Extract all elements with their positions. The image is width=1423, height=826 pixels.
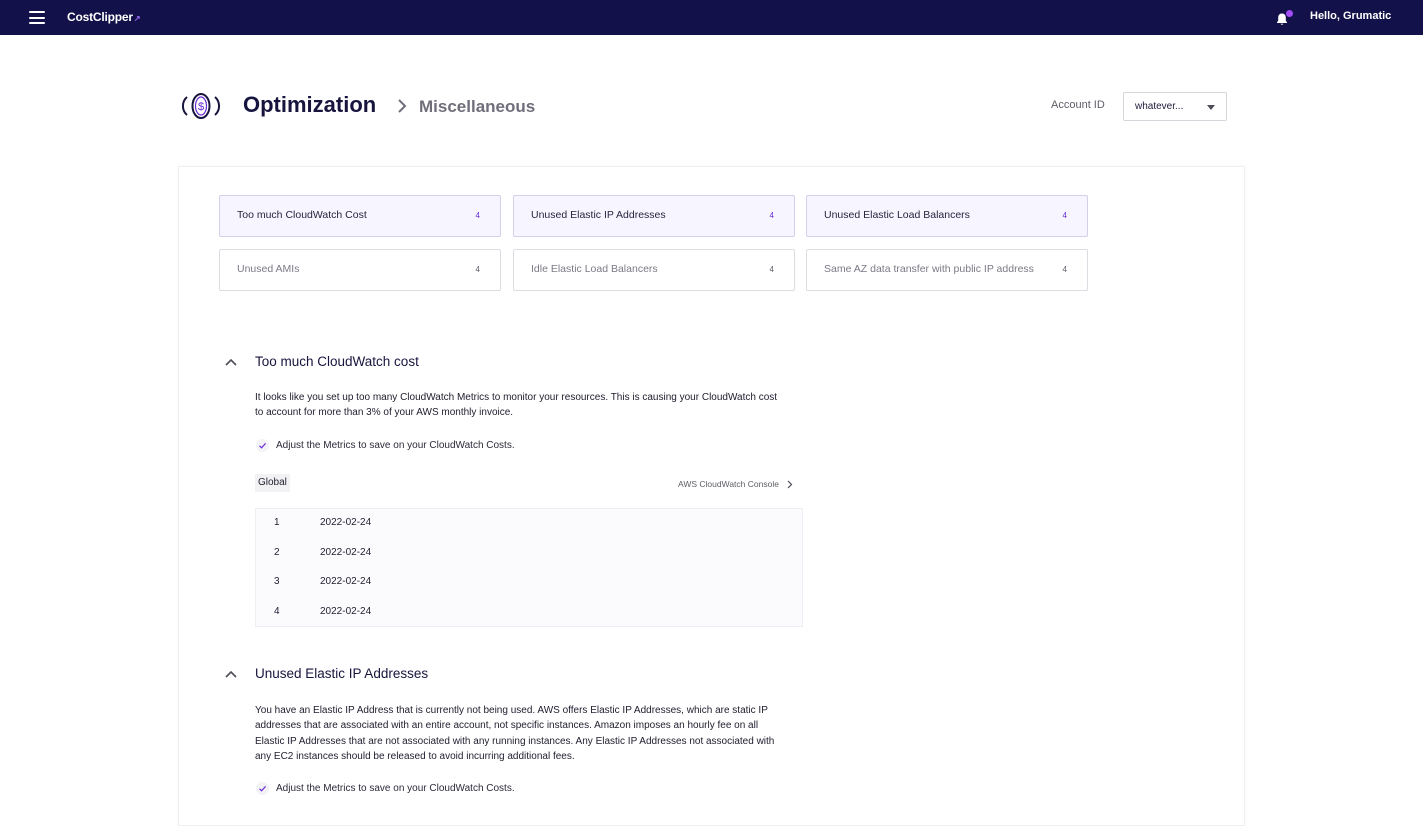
checkmark-icon	[256, 439, 269, 452]
table-row[interactable]	[256, 539, 804, 568]
table-row[interactable]	[256, 568, 804, 597]
console-link-label: AWS CloudWatch Console	[678, 479, 779, 489]
row-index: 2	[274, 546, 280, 558]
section-description	[255, 390, 805, 421]
card-idle-elb[interactable]	[513, 249, 795, 291]
description-line: any EC2 instances should be released to avoid incurring additional fees.	[255, 750, 575, 762]
row-date: 2022-02-24	[320, 605, 372, 617]
card-count: 4	[475, 265, 480, 274]
card-count: 4	[1062, 265, 1067, 274]
account-id-select[interactable]	[1123, 92, 1227, 121]
chevron-down-icon	[1207, 105, 1215, 110]
card-cloudwatch-cost[interactable]	[219, 195, 501, 237]
card-label: Unused Elastic IP Addresses	[531, 209, 666, 221]
card-unused-elb[interactable]	[806, 195, 1088, 237]
card-count: 4	[769, 211, 774, 220]
card-label: Too much CloudWatch Cost	[237, 209, 367, 221]
metrics-table	[255, 508, 803, 627]
brand-logo[interactable]	[67, 10, 140, 24]
tip-text: Adjust the Metrics to save on your CloudWatch Costs.	[276, 439, 515, 451]
card-unused-elastic-ip[interactable]	[513, 195, 795, 237]
account-id-value: whatever...	[1135, 101, 1184, 112]
top-bar	[0, 0, 1423, 35]
table-row[interactable]	[256, 509, 804, 538]
section-title: Too much CloudWatch cost	[255, 354, 419, 369]
account-id-label: Account ID	[1051, 99, 1105, 111]
description-line: You have an Elastic IP Address that is currently not being used. AWS offers Elastic IP Addresses, which are static IP	[255, 705, 768, 716]
row-index: 3	[274, 576, 280, 587]
row-date: 2022-02-24	[320, 576, 372, 587]
section-title: Unused Elastic IP Addresses	[255, 666, 429, 681]
card-unused-amis[interactable]	[219, 249, 501, 291]
table-row[interactable]	[256, 598, 804, 627]
collapse-chevron-up-icon[interactable]	[224, 357, 238, 367]
card-label: Same AZ data transfer with public IP address	[824, 263, 1034, 275]
card-label: Idle Elastic Load Balancers	[531, 263, 658, 275]
user-greeting[interactable]: Hello, Grumatic	[1310, 10, 1392, 22]
checkmark-icon	[256, 782, 269, 795]
description-line: Elastic IP Addresses that are not associated with any running instances. Any Elastic IP Addresses not associated with	[255, 735, 775, 747]
card-label: Unused Elastic Load Balancers	[824, 209, 970, 221]
section-description	[255, 703, 805, 764]
row-date: 2022-02-24	[320, 517, 372, 528]
breadcrumb-subpage[interactable]: Miscellaneous	[419, 97, 536, 116]
tip-row	[256, 437, 515, 453]
svg-text:$: $	[197, 101, 205, 113]
brand-name: CostClipper	[67, 10, 133, 24]
description-line: It looks like you set up too many CloudWatch Metrics to monitor your resources. This is causing your CloudWatch cost	[255, 392, 778, 403]
brand-mark-icon: ↗	[133, 14, 141, 23]
collapse-chevron-up-icon[interactable]	[224, 669, 238, 679]
breadcrumb-chevron-right-icon	[396, 98, 408, 114]
region-tag: Global	[255, 474, 290, 492]
description-line: addresses that are associated with an entire account, not specific instances. Amazon imposes an hourly fee on all	[255, 720, 759, 732]
page-title: Optimization	[243, 92, 377, 117]
row-date: 2022-02-24	[320, 546, 372, 558]
menu-icon[interactable]	[29, 11, 45, 24]
notification-dot-icon	[1286, 10, 1293, 17]
row-index: 1	[274, 517, 280, 528]
row-index: 4	[274, 605, 280, 617]
description-line: to account for more than 3% of your AWS monthly invoice.	[255, 407, 514, 419]
card-same-az-transfer[interactable]	[806, 249, 1088, 291]
card-count: 4	[1062, 211, 1067, 220]
card-count: 4	[769, 265, 774, 274]
tip-text: Adjust the Metrics to save on your CloudWatch Costs.	[276, 782, 515, 794]
optimization-dollar-icon	[180, 91, 222, 121]
card-count: 4	[475, 211, 480, 220]
tip-row	[256, 780, 515, 796]
chevron-right-icon	[787, 480, 793, 489]
card-label: Unused AMIs	[237, 263, 300, 275]
aws-cloudwatch-console-link[interactable]	[678, 479, 793, 489]
